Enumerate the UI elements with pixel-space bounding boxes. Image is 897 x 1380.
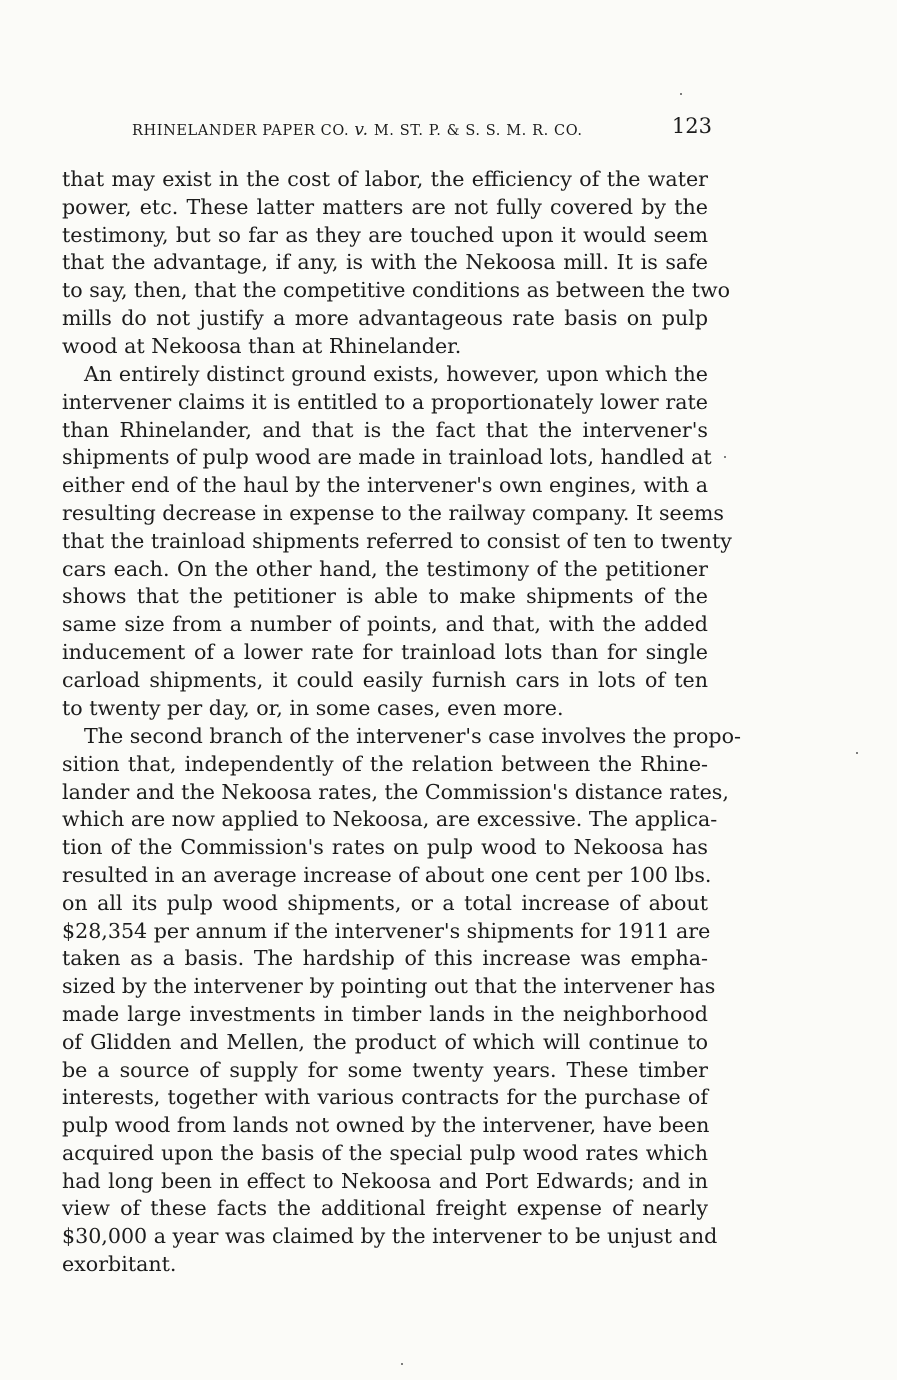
text-line: made large investments in timber lands in the neighborhood (62, 1001, 708, 1026)
scan-speck (724, 456, 726, 458)
scan-speck (680, 93, 682, 95)
paragraph-1 (62, 166, 730, 361)
text-line: to twenty per day, or, in some cases, even more. (62, 695, 564, 720)
text-line: to say, then, that the competitive conditions as between the two (62, 278, 730, 303)
text-line: taken as a basis. The hardship of this increase was empha- (62, 946, 708, 971)
text-line: had long been in effect to Nekoosa and Port Edwards; and in (62, 1168, 708, 1193)
text-line: shows that the petitioner is able to make shipments of the (62, 584, 708, 609)
text-line: intervener claims it is entitled to a proportionately lower rate (62, 389, 708, 414)
text-line: sition that, independently of the relation between the Rhine- (62, 751, 708, 776)
text-line: resulted in an average increase of about one cent per 100 lbs. (62, 862, 712, 887)
running-head (132, 120, 583, 140)
text-line: shipments of pulp wood are made in trainload lots, handled at (62, 445, 712, 470)
page-number: 123 (671, 114, 712, 138)
running-head-part1: RHINELANDER PAPER CO. (132, 123, 350, 139)
paragraph-3 (62, 723, 741, 1279)
text-line: carload shipments, it could easily furnish cars in lots of ten (62, 667, 708, 692)
text-line: of Glidden and Mellen, the product of which will continue to (62, 1029, 708, 1054)
text-line: than Rhinelander, and that is the fact that the intervener's (62, 417, 708, 442)
text-line: sized by the intervener by pointing out that the intervener has (62, 974, 716, 999)
text-line: mills do not justify a more advantageous rate basis on pulp (62, 305, 708, 330)
text-line: on all its pulp wood shipments, or a total increase of about (62, 890, 708, 915)
text-line: that the advantage, if any, is with the Nekoosa mill. It is safe (62, 250, 708, 275)
scan-speck (401, 1363, 403, 1365)
text-line: An entirely distinct ground exists, however, upon which the (84, 362, 708, 387)
text-line: cars each. On the other hand, the testimony of the petitioner (62, 556, 708, 581)
text-line: view of these facts the additional freight expense of nearly (62, 1196, 708, 1221)
text-line: inducement of a lower rate for trainload lots than for single (62, 640, 708, 665)
running-head-part2: M. ST. P. & S. S. M. R. CO. (373, 123, 583, 139)
text-line: be a source of supply for some twenty years. These timber (62, 1057, 708, 1082)
text-line: same size from a number of points, and that, with the added (62, 612, 708, 637)
text-line: which are now applied to Nekoosa, are excessive. The applica- (62, 807, 718, 832)
text-line: pulp wood from lands not owned by the intervener, have been (62, 1113, 710, 1138)
body-text (62, 166, 741, 1279)
text-line: wood at Nekoosa than at Rhinelander. (62, 333, 462, 358)
paragraph-2 (62, 361, 732, 722)
page-header (132, 114, 712, 144)
text-line: interests, together with various contracts for the purchase of (62, 1085, 708, 1110)
text-line: that the trainload shipments referred to consist of ten to twenty (62, 528, 732, 553)
text-line: acquired upon the basis of the special pulp wood rates which (62, 1140, 708, 1165)
text-line: lander and the Nekoosa rates, the Commission's distance rates, (62, 779, 729, 804)
text-line: either end of the haul by the intervener's own engines, with a (62, 473, 708, 498)
text-line: testimony, but so far as they are touched upon it would seem (62, 222, 708, 247)
text-line: that may exist in the cost of labor, the efficiency of the water (62, 167, 708, 191)
text-line: exorbitant. (62, 1252, 177, 1277)
text-line: $28,354 per annum if the intervener's shipments for 1911 are (62, 918, 711, 943)
text-line: The second branch of the intervener's case involves the propo- (84, 723, 741, 748)
text-line: tion of the Commission's rates on pulp wood to Nekoosa has (62, 835, 708, 860)
text-line: resulting decrease in expense to the railway company. It seems (62, 501, 724, 526)
scan-speck (856, 752, 858, 754)
text-line: power, etc. These latter matters are not fully covered by the (62, 194, 708, 219)
text-line: $30,000 a year was claimed by the intervener to be unjust and (62, 1224, 718, 1249)
running-head-versus: v. (354, 120, 369, 140)
